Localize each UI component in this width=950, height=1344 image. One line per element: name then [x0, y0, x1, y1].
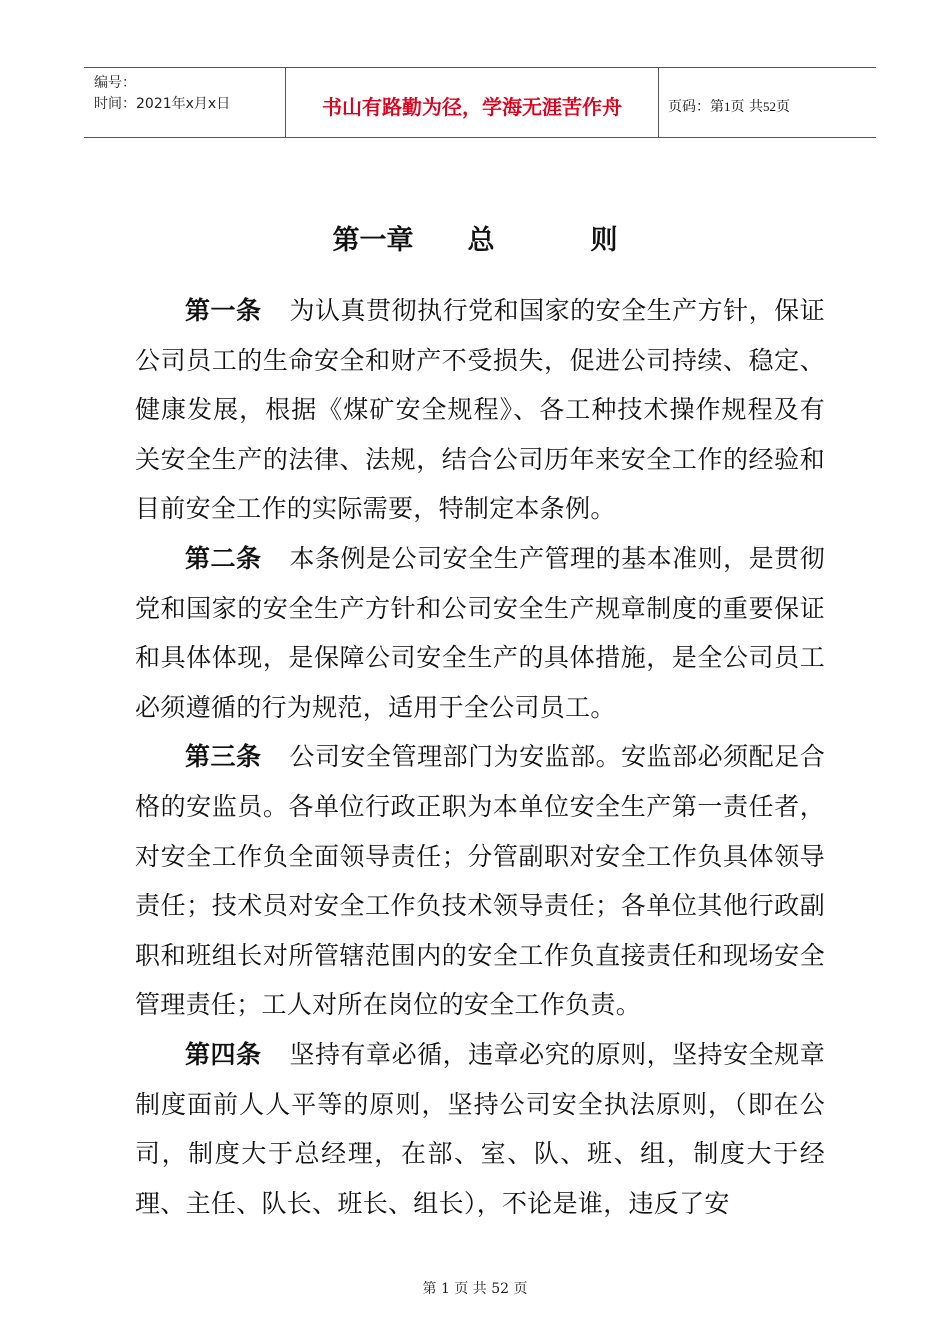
header-motto: 书山有路勤为径，学海无涯苦作舟	[322, 95, 622, 119]
header-page-prefix: 页码：第	[668, 99, 724, 115]
footer-mid: 页 共	[454, 1281, 487, 1297]
footer-current: 1	[440, 1281, 450, 1297]
footer-suffix: 页	[513, 1281, 528, 1297]
article-2	[135, 534, 825, 732]
article-label: 第四条	[185, 1039, 262, 1069]
article-1	[135, 286, 825, 534]
header-page-current: 1	[724, 99, 731, 114]
article-4	[135, 1030, 825, 1228]
document-body	[135, 286, 825, 1228]
footer-total: 52	[491, 1281, 510, 1297]
document-number-label: 编号：	[94, 75, 136, 91]
header-meta-cell	[84, 68, 284, 137]
article-3	[135, 732, 825, 1030]
article-label: 第二条	[185, 543, 262, 573]
document-date: 时间：2021年x月x日	[94, 96, 231, 112]
header-page-info	[668, 96, 790, 116]
chapter-name-char-1: 总	[467, 225, 495, 256]
header-page-suffix: 页	[775, 99, 790, 115]
header-motto-cell	[285, 68, 659, 137]
header-page-total: 52	[762, 99, 776, 114]
article-text: 公司安全管理部门为安监部。安监部必须配足合格的安监员。各单位行政正职为本单位安全生产第一责任者，对安全工作负全面领导责任；分管副职对安全工作负具体领导责任；技术员对安全工作负技术领导责任；各单位其他行政副职和班组长对所管辖范围内的安全工作负直接责任和现场安全管理责任；工人对所在岗位的安全工作负责。	[135, 742, 825, 1020]
article-text: 本条例是公司安全生产管理的基本准则，是贯彻党和国家的安全生产方针和公司安全生产规章制度的重要保证和具体体现，是保障公司安全生产的具体措施，是全公司员工必须遵循的行为规范，适用于全公司员工。	[135, 543, 825, 722]
article-label: 第一条	[185, 296, 262, 325]
article-text: 坚持有章必循，违章必究的原则，坚持安全规章制度面前人人平等的原则，坚持公司安全执法原则，（即在公司，制度大于总经理，在部、室、队、班、组，制度大于经理、主任、队长、班长、组长），不论是谁，违反了安	[135, 1039, 825, 1218]
footer-prefix: 第	[422, 1281, 437, 1297]
header-page-cell	[658, 68, 876, 137]
chapter-number: 第一章	[332, 225, 414, 256]
article-label: 第三条	[185, 742, 262, 772]
article-text: 为认真贯彻执行党和国家的安全生产方针，保证公司员工的生命安全和财产不受损失，促进公司持续、稳定、健康发展，根据《煤矿安全规程》、各工种技术操作规程及有关安全生产的法律、法规，结合公司历年来安全工作的经验和目前安全工作的实际需要，特制定本条例。	[135, 296, 825, 524]
chapter-title	[0, 218, 950, 257]
header-page-mid: 页 共	[730, 99, 763, 115]
page-header	[84, 67, 876, 138]
page-footer	[0, 1278, 950, 1298]
chapter-name-char-2: 则	[590, 225, 618, 256]
